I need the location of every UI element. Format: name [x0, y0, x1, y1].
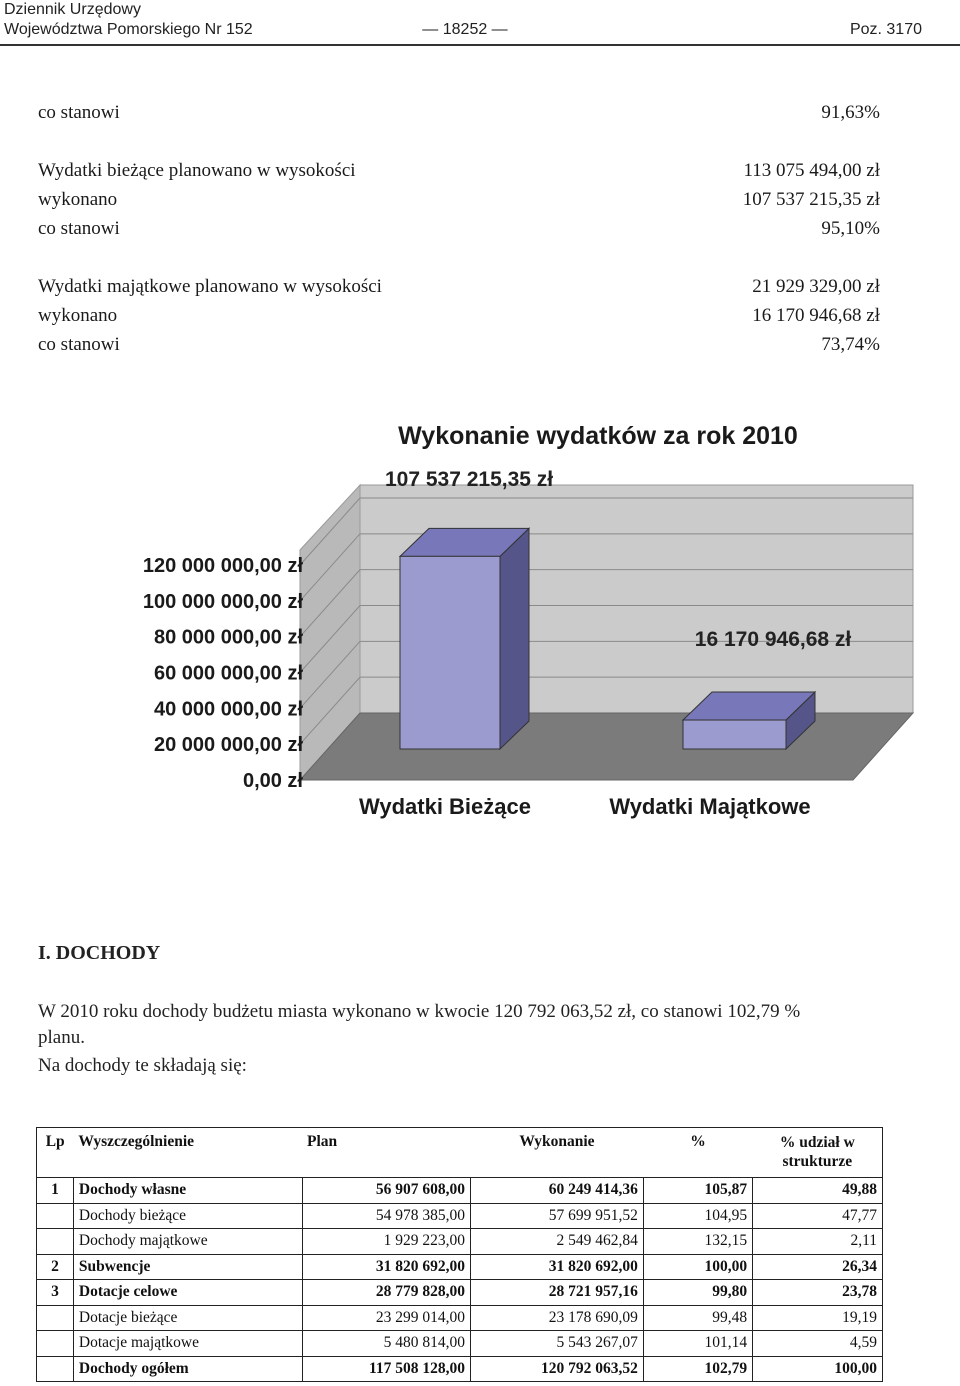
row-share: 19,19	[753, 1305, 883, 1331]
summary-value: 91,63%	[821, 102, 880, 123]
row-share: 49,88	[753, 1178, 883, 1204]
chart-bar	[683, 720, 786, 749]
row-name: Dochody bieżące	[73, 1203, 302, 1229]
journal-title	[4, 0, 384, 40]
header-rule	[0, 44, 960, 46]
table-row	[37, 1178, 883, 1204]
row-share: 4,59	[753, 1331, 883, 1357]
chart-data-label: 107 537 215,35 zł	[385, 468, 554, 491]
table-row	[37, 1305, 883, 1331]
row-name: Dochody majątkowe	[73, 1229, 302, 1255]
chart-category-label: Wydatki Bieżące	[358, 794, 532, 819]
summary-value: 113 075 494,00 zł	[743, 160, 880, 181]
row-lp	[37, 1203, 74, 1229]
row-share: 2,11	[753, 1229, 883, 1255]
expenditure-chart	[0, 400, 960, 840]
summary-label: Wydatki bieżące planowano w wysokości	[38, 160, 356, 181]
row-plan: 1 929 223,00	[302, 1229, 470, 1255]
summary-row	[38, 98, 880, 127]
row-share: 23,78	[753, 1280, 883, 1306]
summary-value: 21 929 329,00 zł	[752, 276, 880, 297]
chart-tick-label: 100 000 000,00 zł	[142, 590, 303, 613]
journal-line-2: Województwa Pomorskiego Nr 152	[4, 21, 253, 38]
row-percent: 99,48	[643, 1305, 752, 1331]
summary-row	[38, 330, 880, 359]
chart-tick-label: 80 000 000,00 zł	[153, 626, 303, 649]
row-lp	[37, 1356, 74, 1382]
row-lp: 1	[37, 1178, 74, 1204]
summary-row	[38, 214, 880, 243]
chart-tick-label: 60 000 000,00 zł	[153, 662, 303, 685]
summary-label: Wydatki majątkowe planowano w wysokości	[38, 276, 382, 297]
row-plan: 54 978 385,00	[302, 1203, 470, 1229]
row-lp	[37, 1305, 74, 1331]
income-paragraph-line-2: planu.	[38, 1027, 85, 1048]
journal-line-1: Dziennik Urzędowy	[4, 1, 141, 18]
chart-floor	[300, 713, 913, 780]
row-lp	[37, 1331, 74, 1357]
summary-label: co stanowi	[38, 218, 120, 239]
row-plan: 5 480 814,00	[302, 1331, 470, 1357]
row-name: Dotacje celowe	[73, 1280, 302, 1306]
col-header-execution: Wykonanie	[519, 1133, 595, 1150]
row-percent: 102,79	[643, 1356, 752, 1382]
row-percent: 105,87	[643, 1178, 752, 1204]
row-execution: 5 543 267,07	[471, 1331, 644, 1357]
summary-label: wykonano	[38, 189, 118, 210]
table-row	[37, 1203, 883, 1229]
chart-tick-label: 0,00 zł	[242, 770, 303, 792]
income-paragraph-line-1: W 2010 roku dochody budżetu miasta wykonano w kwocie 120 792 063,52 zł, co stanowi 102,79 %	[38, 1001, 801, 1022]
row-name: Subwencje	[73, 1254, 302, 1280]
income-intro: Na dochody te składają się:	[38, 1055, 247, 1076]
row-lp: 3	[37, 1280, 74, 1306]
chart-title: Wykonanie wydatków za rok 2010	[398, 422, 798, 450]
position-number: Poz. 3170	[849, 21, 922, 38]
col-header-plan: Plan	[307, 1133, 338, 1150]
chart-data-label: 16 170 946,68 zł	[694, 628, 852, 651]
summary-row	[38, 185, 880, 214]
row-name: Dotacje majątkowe	[73, 1331, 302, 1357]
col-header-lp: Lp	[45, 1133, 65, 1150]
summary-row	[38, 301, 880, 330]
summary-value: 95,10%	[821, 218, 880, 239]
summary-label: co stanowi	[38, 102, 120, 123]
table-row	[37, 1331, 883, 1357]
expense-summary	[38, 98, 880, 359]
table-row	[37, 1280, 883, 1306]
summary-row	[38, 156, 880, 185]
row-percent: 132,15	[643, 1229, 752, 1255]
income-table	[36, 1127, 883, 1382]
col-header-share: % udział w strukturze	[779, 1134, 855, 1170]
summary-value: 107 537 215,35 zł	[742, 189, 880, 210]
row-execution: 28 721 957,16	[471, 1280, 644, 1306]
row-plan: 56 907 608,00	[302, 1178, 470, 1204]
row-name: Dotacje bieżące	[73, 1305, 302, 1331]
page-number: — 18252 —	[422, 21, 508, 38]
row-execution: 2 549 462,84	[471, 1229, 644, 1255]
col-header-name: Wyszczególnienie	[78, 1133, 195, 1150]
section-title: I. DOCHODY	[38, 942, 161, 964]
table-header-row	[37, 1128, 883, 1178]
row-name: Dochody ogółem	[73, 1356, 302, 1382]
row-name: Dochody własne	[73, 1178, 302, 1204]
chart-tick-label: 20 000 000,00 zł	[153, 734, 303, 757]
row-percent: 101,14	[643, 1331, 752, 1357]
row-plan: 28 779 828,00	[302, 1280, 470, 1306]
row-share: 100,00	[753, 1356, 883, 1382]
summary-row	[38, 272, 880, 301]
row-plan: 117 508 128,00	[302, 1356, 470, 1382]
summary-value: 16 170 946,68 zł	[752, 305, 880, 326]
chart-bar-side	[500, 528, 529, 749]
row-execution: 31 820 692,00	[471, 1254, 644, 1280]
table-row	[37, 1254, 883, 1280]
row-execution: 60 249 414,36	[471, 1178, 644, 1204]
row-percent: 104,95	[643, 1203, 752, 1229]
row-lp: 2	[37, 1254, 74, 1280]
chart-tick-label: 40 000 000,00 zł	[153, 698, 303, 721]
summary-label: co stanowi	[38, 334, 120, 355]
row-lp	[37, 1229, 74, 1255]
summary-value: 73,74%	[821, 334, 880, 355]
row-percent: 100,00	[643, 1254, 752, 1280]
table-body	[37, 1178, 883, 1382]
chart-category-label: Wydatki Majątkowe	[609, 794, 811, 819]
row-execution: 23 178 690,09	[471, 1305, 644, 1331]
row-plan: 23 299 014,00	[302, 1305, 470, 1331]
col-header-percent: %	[690, 1133, 706, 1150]
row-share: 47,77	[753, 1203, 883, 1229]
chart-bar	[400, 556, 500, 749]
row-plan: 31 820 692,00	[302, 1254, 470, 1280]
row-share: 26,34	[753, 1254, 883, 1280]
table-row	[37, 1229, 883, 1255]
summary-label: wykonano	[38, 305, 118, 326]
row-percent: 99,80	[643, 1280, 752, 1306]
row-execution: 57 699 951,52	[471, 1203, 644, 1229]
chart-tick-label: 120 000 000,00 zł	[142, 555, 303, 577]
table-row	[37, 1356, 883, 1382]
row-execution: 120 792 063,52	[471, 1356, 644, 1382]
